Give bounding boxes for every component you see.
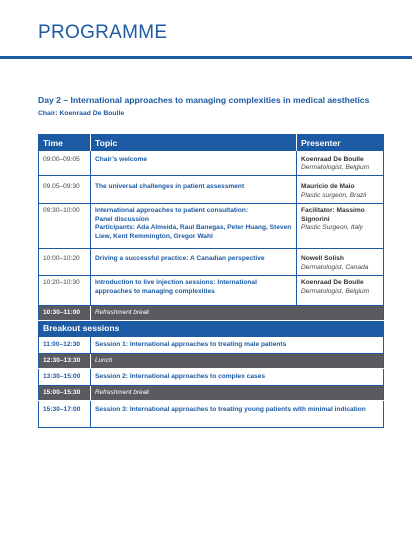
row-topic: Chair’s welcome	[91, 151, 297, 176]
breakout-header-row	[39, 321, 384, 337]
session-label: Session 1: International approaches to treating male patients	[91, 337, 384, 354]
session-label: Session 3: International approaches to treating young patients with minimal indication	[91, 401, 384, 428]
presenter-name: Facilitator: Massimo Signorini	[301, 207, 365, 223]
programme-table	[38, 134, 384, 428]
presenter-role: Dermatologist, Belgium	[301, 287, 370, 295]
table-row	[39, 151, 384, 176]
column-header-time: Time	[39, 135, 91, 151]
breakout-header: Breakout sessions	[39, 321, 384, 337]
row-time: 09.05–09:30	[39, 176, 91, 204]
row-topic: Driving a successful practice: A Canadian perspective	[91, 249, 297, 276]
presenter-role: Dermatologist, Belgium	[301, 163, 370, 171]
row-topic	[91, 204, 297, 249]
session-row	[39, 337, 384, 354]
row-time: 11:00–12:30	[39, 337, 91, 354]
row-time: 15:00–15:30	[39, 386, 91, 401]
row-time: 10:20–10:30	[39, 276, 91, 306]
break-label: Refreshment break	[91, 386, 384, 401]
table-header-row	[39, 135, 384, 151]
presenter-name: Koenraad De Boulle	[301, 155, 364, 163]
row-presenter	[297, 276, 384, 306]
title-divider	[0, 56, 412, 59]
presenter-name: Koenraad De Boulle	[301, 279, 364, 287]
row-time: 10:00–10:20	[39, 249, 91, 276]
column-header-presenter: Presenter	[297, 135, 384, 151]
column-header-topic: Topic	[91, 135, 297, 151]
row-topic: Introduction to live injection sessions: International approaches to managing complexities	[91, 276, 297, 306]
table-row	[39, 204, 384, 249]
table-row	[39, 249, 384, 276]
row-presenter	[297, 249, 384, 276]
row-time: 12:30–13:30	[39, 354, 91, 369]
table-row	[39, 176, 384, 204]
break-row	[39, 306, 384, 321]
presenter-role: Plastic Surgeon, Italy	[301, 224, 363, 232]
break-row	[39, 354, 384, 369]
topic-line: Panel discussion	[95, 215, 149, 223]
session-row	[39, 401, 384, 428]
row-presenter	[297, 176, 384, 204]
row-topic: The universal challenges in patient assessment	[91, 176, 297, 204]
row-time: 10:30–11:00	[39, 306, 91, 321]
row-presenter	[297, 151, 384, 176]
row-time: 13:30–15:00	[39, 369, 91, 386]
session-row	[39, 369, 384, 386]
presenter-role: Plastic surgeon, Brazil	[301, 191, 367, 199]
break-label: Lunch	[91, 354, 384, 369]
row-time: 09:30–10:00	[39, 204, 91, 249]
topic-line: International approaches to patient consultation:	[95, 207, 249, 215]
page-title: PROGRAMME	[38, 22, 168, 43]
row-time: 09:00–09:05	[39, 151, 91, 176]
presenter-role: Dermatologist, Canada	[301, 263, 369, 271]
break-label: Refreshment break	[91, 306, 384, 321]
session-label: Session 2: International approaches to complex cases	[91, 369, 384, 386]
day-title: Day 2 – International approaches to managing complexities in medical aesthetics	[38, 95, 370, 105]
participants-line: Participants: Ada Almeida, Raul Banegas, Peter Huang, Steven Liew, Kent Remmington, Gregor Wahl	[95, 224, 292, 240]
break-row	[39, 386, 384, 401]
row-time: 15:30–17:00	[39, 401, 91, 428]
row-presenter	[297, 204, 384, 249]
presenter-name: Nowell Solish	[301, 255, 344, 263]
presenter-name: Mauricio de Maio	[301, 183, 355, 191]
table-row	[39, 276, 384, 306]
chair-line: Chair: Koenraad De Boulle	[38, 110, 125, 117]
